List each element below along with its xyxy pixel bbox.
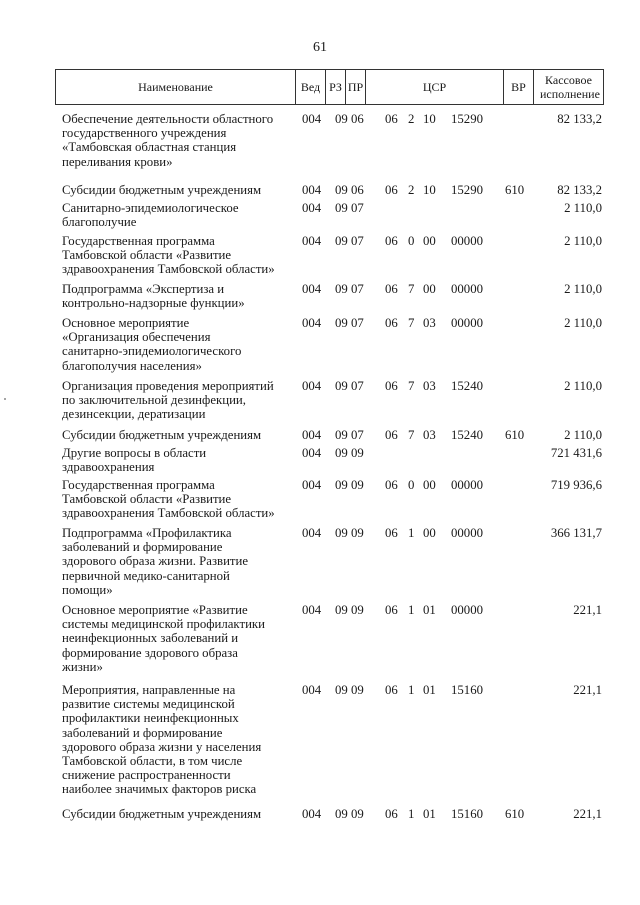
row-csr-event: 00 xyxy=(423,234,436,248)
row-sum: 221,1 xyxy=(573,807,602,821)
row-rz: 09 xyxy=(335,478,348,492)
row-ved: 004 xyxy=(302,807,322,821)
row-csr-program: 06 xyxy=(385,183,398,197)
row-csr-direction: 15290 xyxy=(451,183,483,197)
row-pr: 07 xyxy=(351,316,364,330)
row-csr-subprogram: 0 xyxy=(408,234,415,248)
table-row xyxy=(0,282,640,316)
row-name: Санитарно-эпидемиологическое благополучие xyxy=(62,201,239,230)
row-csr-subprogram: 7 xyxy=(408,282,415,296)
row-csr-program: 06 xyxy=(385,807,398,821)
row-pr: 07 xyxy=(351,428,364,442)
row-sum: 221,1 xyxy=(573,683,602,697)
row-vr: 610 xyxy=(505,183,525,197)
row-name: Другие вопросы в области здравоохранения xyxy=(62,446,207,475)
row-rz: 09 xyxy=(335,112,348,126)
row-rz: 09 xyxy=(335,683,348,697)
row-ved: 004 xyxy=(302,316,322,330)
row-ved: 004 xyxy=(302,428,322,442)
row-csr-direction: 00000 xyxy=(451,316,483,330)
row-csr-program: 06 xyxy=(385,478,398,492)
table-row xyxy=(0,183,640,201)
row-sum: 2 110,0 xyxy=(564,428,602,442)
header-csr: ЦСР xyxy=(366,70,504,105)
row-sum: 2 110,0 xyxy=(564,379,602,393)
header-sum: Кассовое исполнение xyxy=(534,70,604,105)
row-csr-program: 06 xyxy=(385,282,398,296)
row-rz: 09 xyxy=(335,234,348,248)
row-csr-direction: 00000 xyxy=(451,526,483,540)
row-sum: 82 133,2 xyxy=(557,112,602,126)
row-rz: 09 xyxy=(335,183,348,197)
table-row xyxy=(0,112,640,183)
row-name: Государственная программа Тамбовской области «Развитие здравоохранения Тамбовской области» xyxy=(62,234,275,277)
row-csr-program: 06 xyxy=(385,379,398,393)
row-sum: 2 110,0 xyxy=(564,282,602,296)
row-csr-subprogram: 7 xyxy=(408,428,415,442)
row-csr-direction: 00000 xyxy=(451,234,483,248)
row-pr: 09 xyxy=(351,478,364,492)
row-ved: 004 xyxy=(302,201,322,215)
row-csr-event: 03 xyxy=(423,428,436,442)
row-csr-event: 01 xyxy=(423,603,436,617)
row-pr: 09 xyxy=(351,446,364,460)
row-rz: 09 xyxy=(335,316,348,330)
row-csr-event: 00 xyxy=(423,526,436,540)
table-row xyxy=(0,478,640,526)
row-ved: 004 xyxy=(302,603,322,617)
row-ved: 004 xyxy=(302,478,322,492)
row-pr: 06 xyxy=(351,112,364,126)
table-row xyxy=(0,446,640,478)
row-pr: 07 xyxy=(351,282,364,296)
row-csr-subprogram: 1 xyxy=(408,807,415,821)
row-ved: 004 xyxy=(302,379,322,393)
row-name: Государственная программа Тамбовской области «Развитие здравоохранения Тамбовской области» xyxy=(62,478,275,521)
row-sum: 2 110,0 xyxy=(564,234,602,248)
row-csr-event: 10 xyxy=(423,183,436,197)
row-ved: 004 xyxy=(302,183,322,197)
row-rz: 09 xyxy=(335,603,348,617)
row-sum: 82 133,2 xyxy=(557,183,602,197)
row-ved: 004 xyxy=(302,234,322,248)
row-ved: 004 xyxy=(302,446,322,460)
row-vr: 610 xyxy=(505,428,525,442)
header-name: Наименование xyxy=(56,70,296,105)
header-vr: ВР xyxy=(504,70,534,105)
row-csr-program: 06 xyxy=(385,428,398,442)
row-pr: 07 xyxy=(351,234,364,248)
row-csr-program: 06 xyxy=(385,316,398,330)
table-row xyxy=(0,428,640,446)
row-rz: 09 xyxy=(335,446,348,460)
row-csr-direction: 15160 xyxy=(451,683,483,697)
row-csr-direction: 15240 xyxy=(451,428,483,442)
row-csr-subprogram: 0 xyxy=(408,478,415,492)
row-name: Мероприятия, направленные на развитие системы медицинской профилактики неинфекционных заболеваний и формирование здорового образа жизни у населения Тамбовской области, в том числе снижение распространенности наиболее значимых факторов риска xyxy=(62,683,262,797)
row-rz: 09 xyxy=(335,201,348,215)
scan-speck xyxy=(4,398,6,400)
row-pr: 07 xyxy=(351,201,364,215)
row-rz: 09 xyxy=(335,526,348,540)
row-sum: 221,1 xyxy=(573,603,602,617)
row-csr-subprogram: 1 xyxy=(408,603,415,617)
row-name: Субсидии бюджетным учреждениям xyxy=(62,428,262,442)
table-header xyxy=(55,69,604,105)
row-sum: 721 431,6 xyxy=(550,446,602,460)
row-sum: 2 110,0 xyxy=(564,316,602,330)
row-csr-subprogram: 7 xyxy=(408,379,415,393)
row-ved: 004 xyxy=(302,526,322,540)
row-csr-subprogram: 1 xyxy=(408,526,415,540)
row-csr-direction: 00000 xyxy=(451,603,483,617)
row-name: Подпрограмма «Профилактика заболеваний и формирование здорового образа жизни. Развитие первичной медико-санитарной помощи» xyxy=(62,526,249,597)
row-csr-event: 03 xyxy=(423,379,436,393)
row-rz: 09 xyxy=(335,807,348,821)
row-csr-program: 06 xyxy=(385,683,398,697)
table-row xyxy=(0,379,640,428)
row-csr-program: 06 xyxy=(385,603,398,617)
row-csr-program: 06 xyxy=(385,112,398,126)
page-number: 61 xyxy=(313,40,327,55)
row-csr-subprogram: 2 xyxy=(408,183,415,197)
table-row xyxy=(0,526,640,603)
row-name: Основное мероприятие «Развитие системы медицинской профилактики неинфекционных заболеваний и формирование здорового образа жизни» xyxy=(62,603,265,674)
row-ved: 004 xyxy=(302,683,322,697)
header-pr: ПР xyxy=(346,70,366,105)
row-csr-event: 01 xyxy=(423,683,436,697)
row-vr: 610 xyxy=(505,807,525,821)
row-csr-event: 00 xyxy=(423,478,436,492)
row-pr: 06 xyxy=(351,183,364,197)
row-name: Основное мероприятие «Организация обеспечения санитарно-эпидемиологического благополучия населения» xyxy=(62,316,242,373)
row-csr-direction: 15290 xyxy=(451,112,483,126)
budget-rows xyxy=(0,112,640,825)
row-csr-program: 06 xyxy=(385,526,398,540)
row-pr: 09 xyxy=(351,807,364,821)
row-pr: 09 xyxy=(351,526,364,540)
row-csr-subprogram: 2 xyxy=(408,112,415,126)
table-row xyxy=(0,807,640,825)
row-rz: 09 xyxy=(335,379,348,393)
table-row xyxy=(0,316,640,379)
row-csr-subprogram: 7 xyxy=(408,316,415,330)
row-sum: 719 936,6 xyxy=(550,478,602,492)
row-csr-subprogram: 1 xyxy=(408,683,415,697)
header-rz: РЗ xyxy=(326,70,346,105)
table-row xyxy=(0,603,640,683)
row-csr-direction: 00000 xyxy=(451,478,483,492)
row-pr: 09 xyxy=(351,683,364,697)
row-sum: 2 110,0 xyxy=(564,201,602,215)
row-name: Организация проведения мероприятий по заключительной дезинфекции, дезинсекции, дератизации xyxy=(62,379,274,422)
row-csr-event: 10 xyxy=(423,112,436,126)
row-pr: 09 xyxy=(351,603,364,617)
row-csr-program: 06 xyxy=(385,234,398,248)
table-row xyxy=(0,201,640,234)
row-ved: 004 xyxy=(302,112,322,126)
table-row xyxy=(0,234,640,282)
row-csr-direction: 00000 xyxy=(451,282,483,296)
row-csr-direction: 15160 xyxy=(451,807,483,821)
row-csr-event: 00 xyxy=(423,282,436,296)
row-rz: 09 xyxy=(335,282,348,296)
row-name: Субсидии бюджетным учреждениям xyxy=(62,183,262,197)
table-row xyxy=(0,683,640,807)
header-ved: Вед xyxy=(296,70,326,105)
row-csr-event: 03 xyxy=(423,316,436,330)
row-name: Подпрограмма «Экспертиза и контрольно-надзорные функции» xyxy=(62,282,245,311)
row-rz: 09 xyxy=(335,428,348,442)
row-csr-direction: 15240 xyxy=(451,379,483,393)
row-name: Обеспечение деятельности областного государственного учреждения «Тамбовская областная станция переливания крови» xyxy=(62,112,274,169)
row-csr-event: 01 xyxy=(423,807,436,821)
row-sum: 366 131,7 xyxy=(550,526,602,540)
row-name: Субсидии бюджетным учреждениям xyxy=(62,807,262,821)
row-ved: 004 xyxy=(302,282,322,296)
row-pr: 07 xyxy=(351,379,364,393)
